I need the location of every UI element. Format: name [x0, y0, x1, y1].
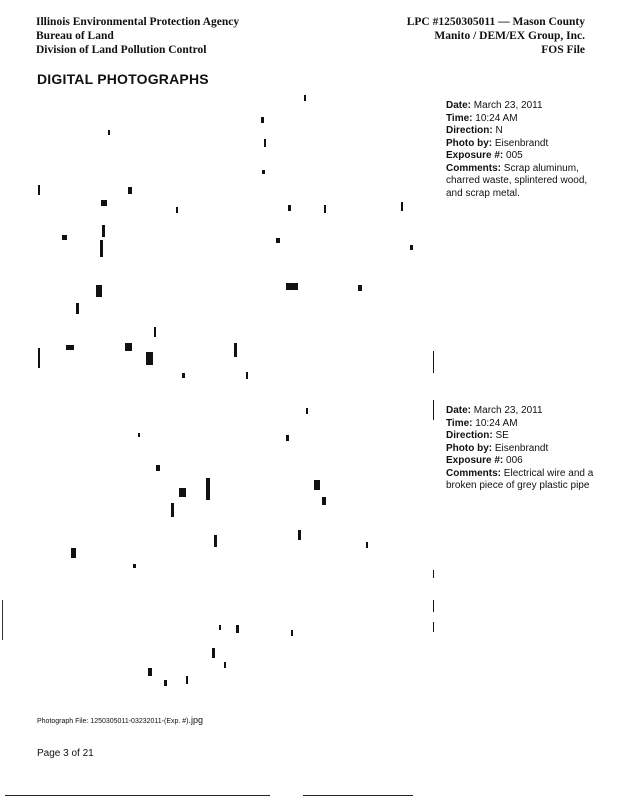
time-label: Time: — [446, 417, 473, 429]
page-title: DIGITAL PHOTOGRAPHS — [37, 71, 209, 87]
footer-rule-right — [303, 795, 413, 796]
scan-edge-mark — [2, 600, 3, 640]
comments-value: Scrap aluminum, charred waste, splintered wood, and scrap metal. — [446, 162, 588, 199]
direction-label: Direction: — [446, 430, 493, 441]
header-agency-block — [36, 15, 239, 57]
file-type: FOS File — [541, 44, 585, 56]
photo-by-value: Eisenbrandt — [494, 442, 549, 454]
photo-file-text: Photograph File: 1250305011-03232011-(Exp. #) — [37, 718, 189, 725]
exposure-label: Exposure #: — [446, 455, 504, 466]
agency-name: Illinois Environmental Protection Agency — [36, 16, 240, 28]
header-site-block — [407, 15, 585, 57]
date-value: March 23, 2011 — [473, 100, 543, 111]
photo-image-2 — [36, 400, 434, 700]
page-number: Page 3 of 21 — [37, 748, 94, 759]
exposure-label: Exposure #: — [446, 150, 504, 161]
photo-2-details — [446, 405, 596, 493]
time-value: 10:24 AM — [475, 112, 518, 124]
bureau-name: Bureau of Land — [36, 30, 114, 42]
comments-label: Comments: — [446, 162, 502, 174]
comments-value: Electrical wire and a broken piece of grey plastic pipe — [446, 467, 594, 491]
photo-image-1 — [36, 95, 434, 395]
photograph-2 — [36, 400, 434, 700]
division-name: Division of Land Pollution Control — [36, 44, 207, 56]
footer-rule-left — [5, 795, 270, 796]
photo-by-label: Photo by: — [446, 442, 493, 454]
direction-value: N — [495, 125, 503, 136]
exposure-value: 005 — [506, 150, 523, 161]
comments-label: Comments: — [446, 467, 502, 479]
photo-by-label: Photo by: — [446, 137, 493, 149]
photograph-file-name — [37, 715, 203, 725]
time-value: 10:24 AM — [475, 417, 518, 429]
photo-by-value: Eisenbrandt — [494, 137, 549, 149]
site-name: Manito / DEM/EX Group, Inc. — [434, 30, 585, 42]
time-label: Time: — [446, 112, 473, 124]
direction-label: Direction: — [446, 125, 493, 136]
lpc-number: LPC #1250305011 — Mason County — [406, 16, 585, 28]
date-label: Date: — [446, 100, 472, 111]
date-label: Date: — [446, 405, 472, 416]
direction-value: SE — [495, 430, 509, 441]
exposure-value: 006 — [506, 455, 523, 466]
photo-file-extension: .jpg — [188, 715, 204, 725]
photo-1-details — [446, 100, 596, 200]
date-value: March 23, 2011 — [473, 405, 543, 416]
photograph-1 — [36, 95, 434, 395]
